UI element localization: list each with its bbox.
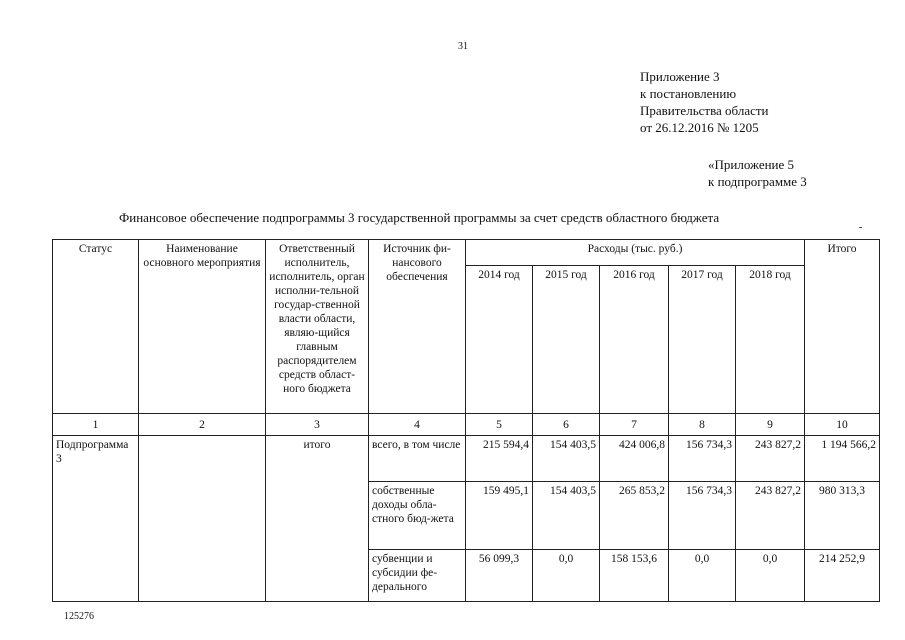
tick-mark: -	[859, 222, 863, 233]
value-cell: 156 734,3	[669, 436, 736, 482]
value-cell: 265 853,2	[600, 482, 669, 550]
financing-table	[52, 239, 880, 602]
column-number: 5	[466, 414, 533, 436]
column-number-row	[53, 414, 880, 436]
table-row	[53, 436, 880, 482]
value-cell: 154 403,5	[533, 482, 600, 550]
status-cell: Подпрограмма 3	[53, 436, 139, 602]
appendix-line: «Приложение 5	[708, 157, 795, 172]
header-row	[53, 240, 880, 266]
column-number: 9	[736, 414, 805, 436]
total-cell: 980 313,3	[805, 482, 880, 550]
value-cell: 215 594,4	[466, 436, 533, 482]
value-cell: 158 153,6	[600, 550, 669, 602]
appendix-line: от 26.12.2016 № 1205	[640, 120, 759, 135]
value-cell: 243 827,2	[736, 482, 805, 550]
value-cell: 424 006,8	[600, 436, 669, 482]
column-number: 8	[669, 414, 736, 436]
header-total: Итого	[805, 240, 880, 414]
column-number: 10	[805, 414, 880, 436]
source-cell: всего, в том числе	[369, 436, 466, 482]
document-title: Финансовое обеспечение подпрограммы 3 государственной программы за счет средств областного бюджета	[119, 210, 720, 225]
source-cell: собственные доходы обла-стного бюд-жета	[369, 482, 466, 550]
value-cell: 156 734,3	[669, 482, 736, 550]
value-cell: 159 495,1	[466, 482, 533, 550]
column-number: 4	[369, 414, 466, 436]
header-executor: Ответственный исполнитель, исполнитель, орган исполни-тельной государ-ственной власти области, являю-щийся главным распорядителем средств област-ного бюджета	[266, 240, 369, 414]
value-cell: 56 099,3	[466, 550, 533, 602]
page-number: 31	[458, 41, 468, 52]
value-cell: 243 827,2	[736, 436, 805, 482]
name-cell	[139, 436, 266, 602]
subprogram-appendix-block	[708, 156, 807, 190]
column-number: 6	[533, 414, 600, 436]
source-cell: субвенции и субсидии фе-дерального	[369, 550, 466, 602]
total-cell: 1 194 566,2	[805, 436, 880, 482]
header-source: Источник фи-нансового обеспечения	[369, 240, 466, 414]
column-number: 1	[53, 414, 139, 436]
appendix-line: к постановлению	[640, 86, 737, 101]
appendix-line: Правительства области	[640, 103, 769, 118]
total-cell: 214 252,9	[805, 550, 880, 602]
header-year: 2018 год	[736, 266, 805, 414]
appendix-line: к подпрограмме 3	[708, 174, 807, 189]
appendix-block	[640, 68, 769, 136]
column-number: 7	[600, 414, 669, 436]
header-status: Статус	[53, 240, 139, 414]
header-year: 2017 год	[669, 266, 736, 414]
column-number: 2	[139, 414, 266, 436]
value-cell: 154 403,5	[533, 436, 600, 482]
value-cell: 0,0	[669, 550, 736, 602]
executor-cell: итого	[266, 436, 369, 602]
header-year: 2015 год	[533, 266, 600, 414]
value-cell: 0,0	[533, 550, 600, 602]
header-expenses: Расходы (тыс. руб.)	[466, 240, 805, 266]
appendix-line: Приложение 3	[640, 69, 720, 84]
footer-code: 125276	[64, 611, 94, 622]
value-cell: 0,0	[736, 550, 805, 602]
header-name: Наименование основного мероприятия	[139, 240, 266, 414]
header-year: 2014 год	[466, 266, 533, 414]
header-year: 2016 год	[600, 266, 669, 414]
column-number: 3	[266, 414, 369, 436]
